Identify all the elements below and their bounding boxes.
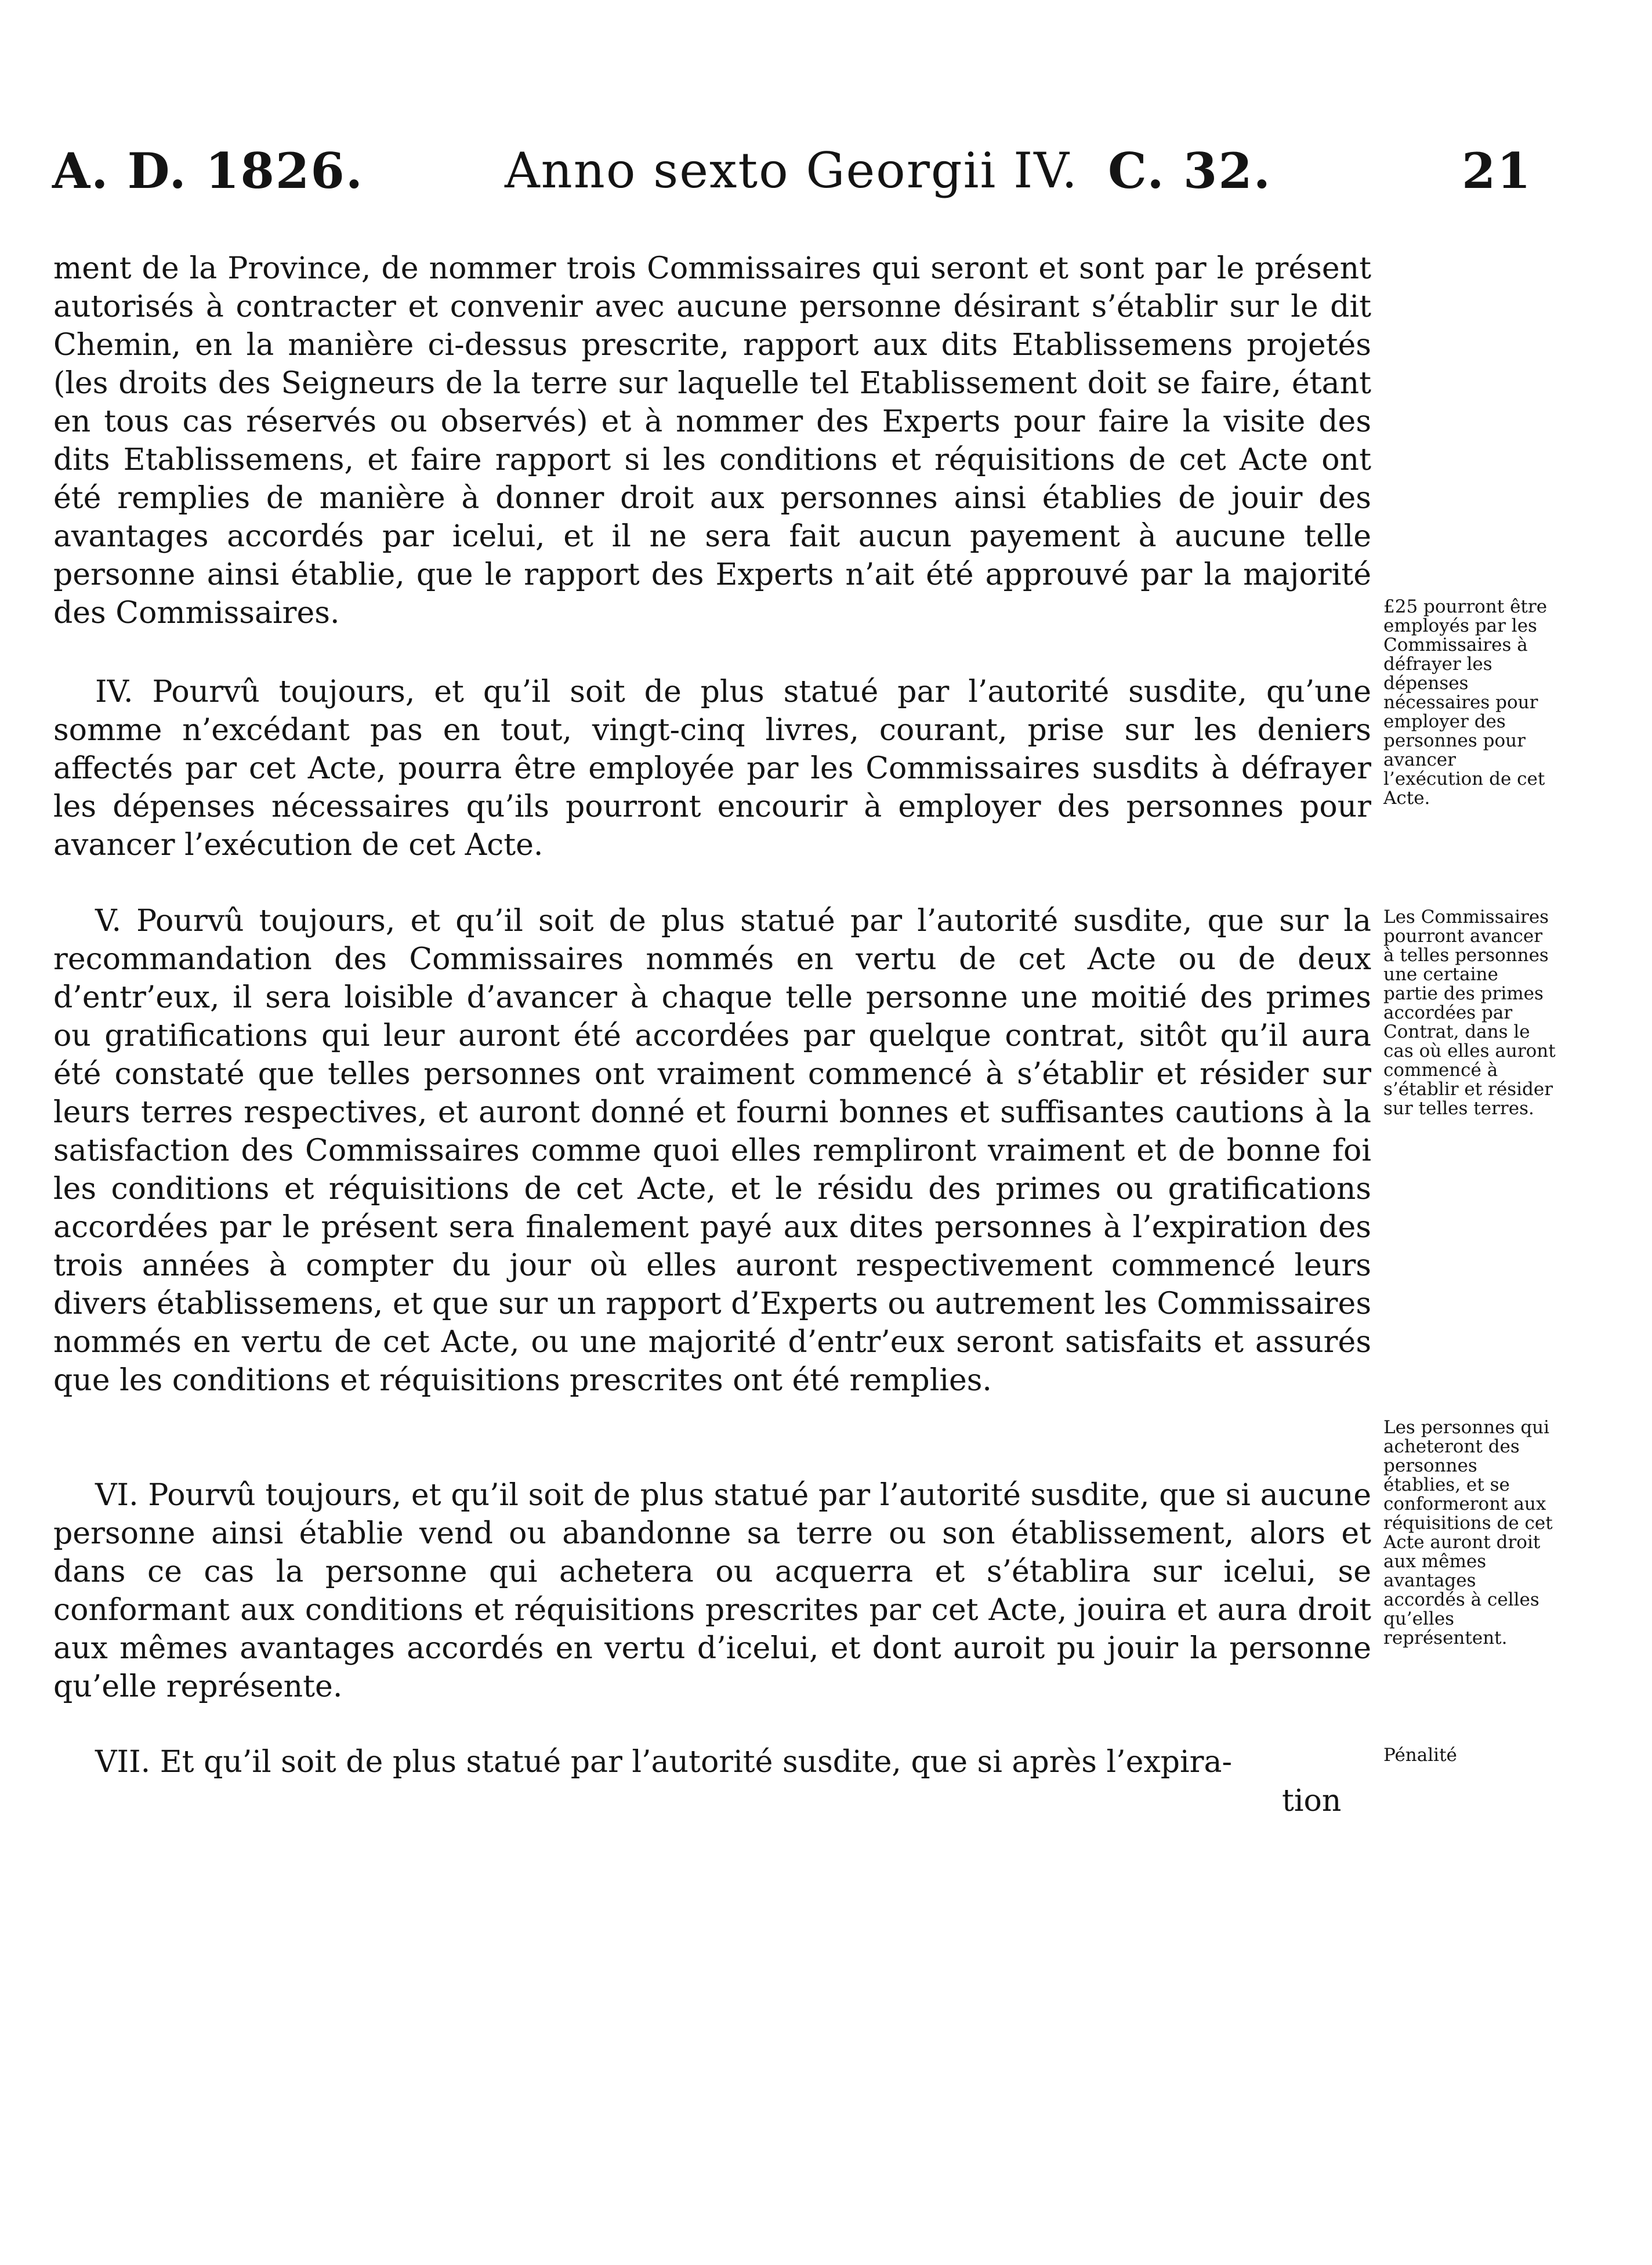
margin-note-vi: Les personnes qui acheteront des personnes établies, et se conformeront aux réquisitions de cet Acte auront droit aux mêmes avantages accordés à celles qu’elles représentent. [1383,1417,1553,1648]
section-vii [53,1743,1371,1781]
page-number: 21 [1462,142,1532,200]
section-text: Et qu’il soit de plus statué par l’autorité susdite, que si après l’expira- [160,1745,1233,1780]
running-header [52,142,1543,206]
header-title: Anno sexto Georgii IV. [505,142,1078,199]
margin-note-v: Les Commissaires pourront avancer à telles personnes une certaine partie des primes accordées par Contrat, dans le cas où elles auront commencé à s’établir et résider sur telles terres. [1383,907,1556,1119]
section-text: Pourvû toujours, et qu’il soit de plus statué par l’autorité susdite, qu’une somme n’excédant pas en tout, vingt-cinq livres, courant, prise sur les deniers affectés par cet Acte, pourra être employée par les Commissaires susdits à défrayer les dépenses nécessaires qu’ils pourront encourir à employer des personnes pour avancer l’exécution de cet Acte. [53,675,1372,862]
section-number: V. [95,904,121,938]
section-number: VI. [95,1478,139,1513]
section-number: VII. [95,1745,151,1780]
header-year: A. D. 1826. [52,142,364,200]
margin-note-vii: Pénalité [1383,1745,1457,1766]
paragraph-continuation [53,249,1371,632]
section-v [53,902,1371,1400]
catchword: tion [1282,1784,1342,1818]
section-text: Pourvû toujours, et qu’il soit de plus statué par l’autorité susdite, que si aucune personne ainsi établie vend ou abandonne sa terre ou son établissement, alors et dans ce cas la personne qui achetera ou acquerra et s’établira sur icelui, se conformant aux conditions et réquisitions prescrites par cet Acte, jouira et aura droit aux mêmes avantages accordés en vertu d’icelui, et dont auroit pu jouir la personne qu’elle représente. [53,1478,1371,1704]
paragraph-text: ment de la Province, de nommer trois Commissaires qui seront et sont par le présent autorisés à contracter et convenir avec aucune personne désirant s’établir sur le dit Chemin, en la manière ci-dessus prescrite, rapport aux dits Etablissemens projetés (les droits des Seigneurs de la terre sur laquelle tel Etablissement doit se faire, étant en tous cas réservés ou observés) et à nommer des Experts pour faire la visite des dits Etablissemens, et faire rapport si les conditions et réquisitions de cet Acte ont été remplies de manière à donner droit aux personnes ainsi établies de jouir des avantages accordés par icelui, et il ne sera fait aucun payement à aucune telle personne ainsi établie, que le rapport des Experts n’ait été approuvé par la majorité des Commissaires. [53,251,1371,630]
section-number: IV. [95,675,133,709]
section-vi [53,1476,1371,1706]
header-chapter: C. 32. [1108,142,1272,200]
section-text: Pourvû toujours, et qu’il soit de plus statué par l’autorité susdite, que sur la recommandation des Commissaires nommés en vertu de cet Acte ou de deux d’entr’eux, il sera loisible d’avancer à chaque telle personne une moitié des primes ou gratifications qui leur auront été accordées par quelque contrat, sitôt qu’il aura été constaté que telles personnes ont vraiment commencé à s’établir et résider sur leurs terres respectives, et auront donné et fourni bonnes et suffisantes cautions à la satisfaction des Commissaires comme quoi elles rempliront vraiment et de bonne foi les conditions et réquisitions de cet Acte, et le résidu des primes ou gratifications accordées par le présent sera finalement payé aux dites personnes à l’expiration des trois années à compter du jour où elles auront respectivement commencé leurs divers établissemens, et que sur un rapport d’Experts ou autrement les Commissaires nommés en vertu de cet Acte, ou une majorité d’entr’eux seront satisfaits et assurés que les conditions et réquisitions prescrites ont été remplies. [53,904,1371,1398]
section-iv [53,673,1371,864]
margin-note-iv: £25 pourront être employés par les Commissaires à défrayer les dépenses nécessaires pour employer des personnes pour avancer l’exécution de cet Acte. [1383,596,1548,809]
